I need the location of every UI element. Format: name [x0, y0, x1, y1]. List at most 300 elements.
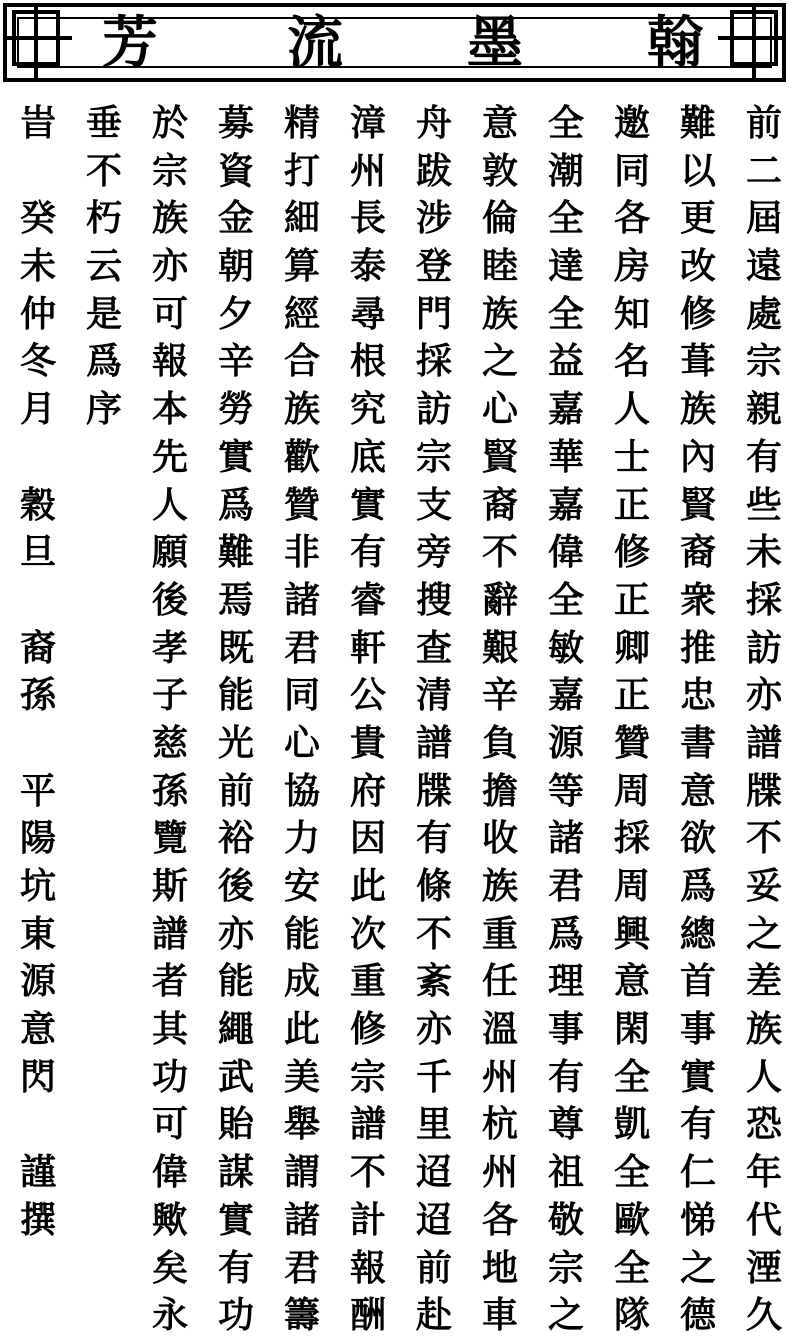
text-char: 意: [19, 1008, 56, 1051]
text-char: 贊: [283, 483, 320, 526]
text-char: 朝: [217, 245, 254, 288]
text-char: 貽: [217, 1103, 254, 1146]
text-char: 內: [679, 435, 716, 478]
text-char: 裔: [481, 483, 518, 526]
text-char: 漳: [349, 102, 386, 144]
text-char: 理: [547, 960, 584, 1003]
text-char: 之: [679, 1246, 716, 1289]
text-char: 事: [679, 1008, 716, 1051]
text-column: [606, 100, 658, 1340]
fret-corner-ornament-right: [718, 6, 784, 78]
text-char: 譜: [745, 721, 782, 764]
text-char: 士: [613, 435, 650, 478]
text-char: 癸: [19, 197, 56, 240]
text-char: 功: [151, 1055, 188, 1098]
text-char: 譜: [151, 912, 188, 955]
text-column: [12, 100, 64, 1245]
text-char: 難: [217, 531, 254, 574]
text-char: 有: [745, 435, 782, 478]
text-char: 睿: [349, 578, 386, 621]
text-char: 前: [217, 769, 254, 812]
text-char: 同: [613, 149, 650, 192]
text-char: 實: [679, 1055, 716, 1098]
text-char: 本: [151, 388, 188, 431]
text-char: 嘉: [547, 674, 584, 717]
text-char: 年: [745, 1151, 782, 1194]
text-char: 以: [679, 149, 716, 192]
text-char: 收: [481, 817, 518, 860]
text-char: 敦: [481, 149, 518, 192]
text-char: 首: [679, 960, 716, 1003]
text-char: 凱: [613, 1103, 650, 1146]
text-char: 全: [613, 1151, 650, 1194]
fret-corner-ornament-left: [6, 6, 72, 78]
text-char: 冬: [19, 340, 56, 383]
text-char: 更: [679, 197, 716, 240]
text-char: 能: [217, 674, 254, 717]
text-char: 能: [283, 912, 320, 955]
text-char: 州: [481, 1151, 518, 1194]
text-char: 不: [85, 149, 122, 192]
text-char: 細: [283, 197, 320, 240]
text-char: 恐: [745, 1103, 782, 1146]
text-char: 撰: [19, 1198, 56, 1241]
text-char: 修: [679, 292, 716, 335]
text-char: 忠: [679, 674, 716, 717]
text-char: 千: [415, 1055, 452, 1098]
text-char: 重: [349, 960, 386, 1003]
text-char: 代: [745, 1198, 782, 1241]
text-char: 達: [547, 245, 584, 288]
text-char: 旹: [19, 102, 56, 144]
text-char: 紊: [415, 960, 452, 1003]
text-char: 差: [745, 960, 782, 1003]
title-char-1: 芳: [102, 10, 158, 76]
text-char: 垂: [85, 102, 122, 144]
text-char: 倫: [481, 197, 518, 240]
text-char: 周: [613, 865, 650, 907]
text-char: 穀: [19, 483, 56, 526]
text-char: 底: [349, 435, 386, 478]
text-char: 前: [415, 1246, 452, 1289]
text-char: 裔: [19, 626, 56, 669]
text-char: 之: [481, 340, 518, 383]
text-char: 孫: [19, 674, 56, 717]
text-char: 旦: [19, 531, 56, 574]
text-char: 有: [415, 817, 452, 860]
text-char: 推: [679, 626, 716, 669]
text-column: [408, 100, 460, 1340]
text-char: 後: [217, 865, 254, 907]
text-char: 查: [415, 626, 452, 669]
text-char: 爲: [547, 912, 584, 955]
text-char: 金: [217, 197, 254, 240]
text-char: 州: [481, 1055, 518, 1098]
text-char: 可: [151, 292, 188, 335]
text-char: 處: [745, 292, 782, 335]
text-column: [672, 100, 724, 1340]
text-char: 其: [151, 1008, 188, 1051]
text-char: 長: [349, 197, 386, 240]
text-char: 邀: [613, 102, 650, 144]
text-char: 計: [349, 1198, 386, 1241]
text-char: 潮: [547, 149, 584, 192]
text-char: 泰: [349, 245, 386, 288]
text-char: 願: [151, 531, 188, 574]
text-column: [78, 100, 130, 434]
text-char: 陽: [19, 817, 56, 860]
text-char: 意: [679, 769, 716, 812]
text-char: 募: [217, 102, 254, 144]
text-char: 亦: [745, 674, 782, 717]
text-char: 後: [151, 578, 188, 621]
text-char: 訪: [415, 388, 452, 431]
text-char: 譜: [415, 721, 452, 764]
text-char: 子: [151, 674, 188, 717]
text-column: [738, 100, 790, 1340]
text-char: 州: [349, 149, 386, 192]
title-char-4: 翰: [647, 10, 703, 76]
text-char: 心: [481, 388, 518, 431]
text-char: 裔: [679, 531, 716, 574]
text-char: 歐: [613, 1198, 650, 1241]
text-column: [342, 100, 394, 1340]
text-char: 親: [745, 388, 782, 431]
text-column: [474, 100, 526, 1340]
text-char: 心: [283, 721, 320, 764]
text-char: 謀: [217, 1151, 254, 1194]
text-char: 勞: [217, 388, 254, 431]
text-column: [540, 100, 592, 1340]
text-char: 人: [745, 1055, 782, 1098]
text-char: 軒: [349, 626, 386, 669]
text-char: 打: [283, 149, 320, 192]
text-char: 杭: [481, 1103, 518, 1146]
text-char: 精: [283, 102, 320, 144]
text-char: 永: [151, 1294, 188, 1337]
text-char: 先: [151, 435, 188, 478]
text-char: 閑: [613, 1008, 650, 1051]
text-char: 報: [151, 340, 188, 383]
text-char: 矣: [151, 1246, 188, 1289]
text-char: 根: [349, 340, 386, 383]
text-char: 牒: [745, 769, 782, 812]
text-char: 慈: [151, 721, 188, 764]
text-char: 仁: [679, 1151, 716, 1194]
text-char: 族: [151, 197, 188, 240]
text-char: 宗: [547, 1246, 584, 1289]
text-char: 有: [349, 531, 386, 574]
text-char: 宗: [151, 149, 188, 192]
text-char: 此: [283, 1008, 320, 1051]
text-char: 謂: [283, 1151, 320, 1194]
text-char: 二: [745, 149, 782, 192]
text-char: 不: [349, 1151, 386, 1194]
text-char: 朽: [85, 197, 122, 240]
text-char: 意: [613, 960, 650, 1003]
text-char: 人: [613, 388, 650, 431]
text-char: 遠: [745, 245, 782, 288]
text-char: 有: [679, 1103, 716, 1146]
text-char: 不: [745, 817, 782, 860]
text-char: 德: [679, 1294, 716, 1337]
text-char: 公: [349, 674, 386, 717]
text-char: 欲: [679, 817, 716, 860]
text-char: 歡: [283, 435, 320, 478]
text-char: 涉: [415, 197, 452, 240]
text-char: 源: [19, 960, 56, 1003]
text-char: 是: [85, 292, 122, 335]
text-char: 焉: [217, 578, 254, 621]
text-char: 君: [283, 1246, 320, 1289]
text-char: 里: [415, 1103, 452, 1146]
text-char: 採: [415, 340, 452, 383]
text-char: 衆: [679, 578, 716, 621]
text-char: 不: [415, 912, 452, 955]
text-char: 實: [349, 483, 386, 526]
text-char: 任: [481, 960, 518, 1003]
text-char: 祖: [547, 1151, 584, 1194]
text-char: 偉: [547, 531, 584, 574]
text-char: 前: [745, 102, 782, 144]
text-char: 非: [283, 531, 320, 574]
text-char: 謹: [19, 1151, 56, 1194]
text-char: 諸: [547, 817, 584, 860]
text-char: 地: [481, 1246, 518, 1289]
text-char: 尊: [547, 1103, 584, 1146]
text-char: 府: [349, 769, 386, 812]
text-char: 全: [547, 292, 584, 335]
text-char: 族: [745, 1008, 782, 1051]
text-char: 爲: [217, 483, 254, 526]
text-column: [276, 100, 328, 1340]
text-char: 光: [217, 721, 254, 764]
text-char: 者: [151, 960, 188, 1003]
text-char: 諸: [283, 1198, 320, 1241]
text-char: 敏: [547, 626, 584, 669]
text-char: 云: [85, 245, 122, 288]
title-char-2: 流: [287, 10, 343, 76]
text-char: 族: [283, 388, 320, 431]
text-char: 合: [283, 340, 320, 383]
text-char: 全: [547, 197, 584, 240]
text-char: 改: [679, 245, 716, 288]
text-char: 全: [613, 1055, 650, 1098]
text-char: 車: [481, 1294, 518, 1337]
text-char: 修: [613, 531, 650, 574]
text-char: 偉: [151, 1151, 188, 1194]
text-char: 妥: [745, 865, 782, 907]
text-char: 未: [745, 531, 782, 574]
text-char: 門: [415, 292, 452, 335]
text-char: 悌: [679, 1198, 716, 1241]
text-char: 各: [481, 1198, 518, 1241]
text-char: 報: [349, 1246, 386, 1289]
text-char: 協: [283, 769, 320, 812]
text-char: 算: [283, 245, 320, 288]
text-char: 全: [547, 102, 584, 144]
text-char: 難: [679, 102, 716, 144]
text-char: 功: [217, 1294, 254, 1337]
text-char: 月: [19, 388, 56, 431]
text-char: 各: [613, 197, 650, 240]
text-char: 條: [415, 865, 452, 907]
text-char: 艱: [481, 626, 518, 669]
text-char: 修: [349, 1008, 386, 1051]
text-char: 賢: [481, 435, 518, 478]
text-char: 迢: [415, 1198, 452, 1241]
text-char: 登: [415, 245, 452, 288]
text-char: 擔: [481, 769, 518, 812]
text-char: 知: [613, 292, 650, 335]
text-char: 敬: [547, 1198, 584, 1241]
text-char: 之: [745, 912, 782, 955]
text-char: 平: [19, 769, 56, 812]
text-char: 力: [283, 817, 320, 860]
text-char: 重: [481, 912, 518, 955]
text-char: 亦: [415, 1008, 452, 1051]
text-char: 些: [745, 483, 782, 526]
text-char: 搜: [415, 578, 452, 621]
text-char: 斯: [151, 865, 188, 907]
text-char: 此: [349, 865, 386, 907]
text-char: 裕: [217, 817, 254, 860]
text-char: 睦: [481, 245, 518, 288]
text-column: [210, 100, 262, 1340]
text-char: 隊: [613, 1294, 650, 1337]
text-char: 牒: [415, 769, 452, 812]
text-char: 屆: [745, 197, 782, 240]
text-char: 諸: [283, 578, 320, 621]
text-char: 夕: [217, 292, 254, 335]
text-char: 正: [613, 578, 650, 621]
text-char: 東: [19, 912, 56, 955]
text-char: 歟: [151, 1198, 188, 1241]
text-char: 仲: [19, 292, 56, 335]
text-char: 宗: [349, 1055, 386, 1098]
text-char: 跋: [415, 149, 452, 192]
text-char: 之: [547, 1294, 584, 1337]
text-char: 賢: [679, 483, 716, 526]
text-char: 繩: [217, 1008, 254, 1051]
text-char: 序: [85, 388, 122, 431]
text-char: 族: [481, 292, 518, 335]
text-char: 書: [679, 721, 716, 764]
text-char: 孝: [151, 626, 188, 669]
text-char: 於: [151, 102, 188, 144]
text-char: 可: [151, 1103, 188, 1146]
text-char: 嘉: [547, 388, 584, 431]
text-char: 爲: [85, 340, 122, 383]
text-char: 未: [19, 245, 56, 288]
text-char: 有: [547, 1055, 584, 1098]
text-char: 同: [283, 674, 320, 717]
text-char: 益: [547, 340, 584, 383]
text-char: 清: [415, 674, 452, 717]
text-char: 不: [481, 531, 518, 574]
text-char: 等: [547, 769, 584, 812]
text-char: 贊: [613, 721, 650, 764]
text-char: 君: [547, 865, 584, 907]
text-char: 實: [217, 435, 254, 478]
text-char: 尋: [349, 292, 386, 335]
text-char: 意: [481, 102, 518, 144]
text-char: 究: [349, 388, 386, 431]
text-char: 武: [217, 1055, 254, 1098]
text-char: 覽: [151, 817, 188, 860]
text-char: 酬: [349, 1294, 386, 1337]
text-char: 全: [613, 1246, 650, 1289]
text-char: 閃: [19, 1055, 56, 1098]
text-char: 既: [217, 626, 254, 669]
text-char: 事: [547, 1008, 584, 1051]
text-char: 採: [613, 817, 650, 860]
text-char: 久: [745, 1294, 782, 1337]
text-char: 訪: [745, 626, 782, 669]
text-char: 經: [283, 292, 320, 335]
text-char: 總: [679, 912, 716, 955]
text-char: 迢: [415, 1151, 452, 1194]
text-char: 能: [217, 960, 254, 1003]
text-char: 宗: [415, 435, 452, 478]
text-char: 君: [283, 626, 320, 669]
text-char: 宗: [745, 340, 782, 383]
text-column: [144, 100, 196, 1340]
text-char: 實: [217, 1198, 254, 1241]
text-char: 溫: [481, 1008, 518, 1051]
text-char: 美: [283, 1055, 320, 1098]
text-char: 名: [613, 340, 650, 383]
text-char: 嘉: [547, 483, 584, 526]
text-char: 籌: [283, 1294, 320, 1337]
text-char: 爲: [679, 865, 716, 907]
text-char: 有: [217, 1246, 254, 1289]
text-char: 房: [613, 245, 650, 288]
text-char: 舟: [415, 102, 452, 144]
text-char: 全: [547, 578, 584, 621]
text-char: 湮: [745, 1246, 782, 1289]
text-char: 安: [283, 865, 320, 907]
text-char: 人: [151, 483, 188, 526]
text-char: 辭: [481, 578, 518, 621]
text-char: 族: [679, 388, 716, 431]
text-char: 坑: [19, 865, 56, 907]
text-char: 資: [217, 149, 254, 192]
text-char: 源: [547, 721, 584, 764]
text-char: 次: [349, 912, 386, 955]
text-char: 正: [613, 674, 650, 717]
text-char: 卿: [613, 626, 650, 669]
text-char: 旁: [415, 531, 452, 574]
text-char: 辛: [217, 340, 254, 383]
title-char-3: 墨: [467, 10, 523, 76]
text-char: 舉: [283, 1103, 320, 1146]
text-char: 赴: [415, 1294, 452, 1337]
text-char: 周: [613, 769, 650, 812]
text-char: 因: [349, 817, 386, 860]
text-char: 華: [547, 435, 584, 478]
text-char: 亦: [217, 912, 254, 955]
text-char: 採: [745, 578, 782, 621]
text-char: 支: [415, 483, 452, 526]
text-char: 亦: [151, 245, 188, 288]
text-char: 孫: [151, 769, 188, 812]
text-char: 正: [613, 483, 650, 526]
text-char: 譜: [349, 1103, 386, 1146]
text-char: 負: [481, 721, 518, 764]
text-char: 葺: [679, 340, 716, 383]
text-char: 興: [613, 912, 650, 955]
